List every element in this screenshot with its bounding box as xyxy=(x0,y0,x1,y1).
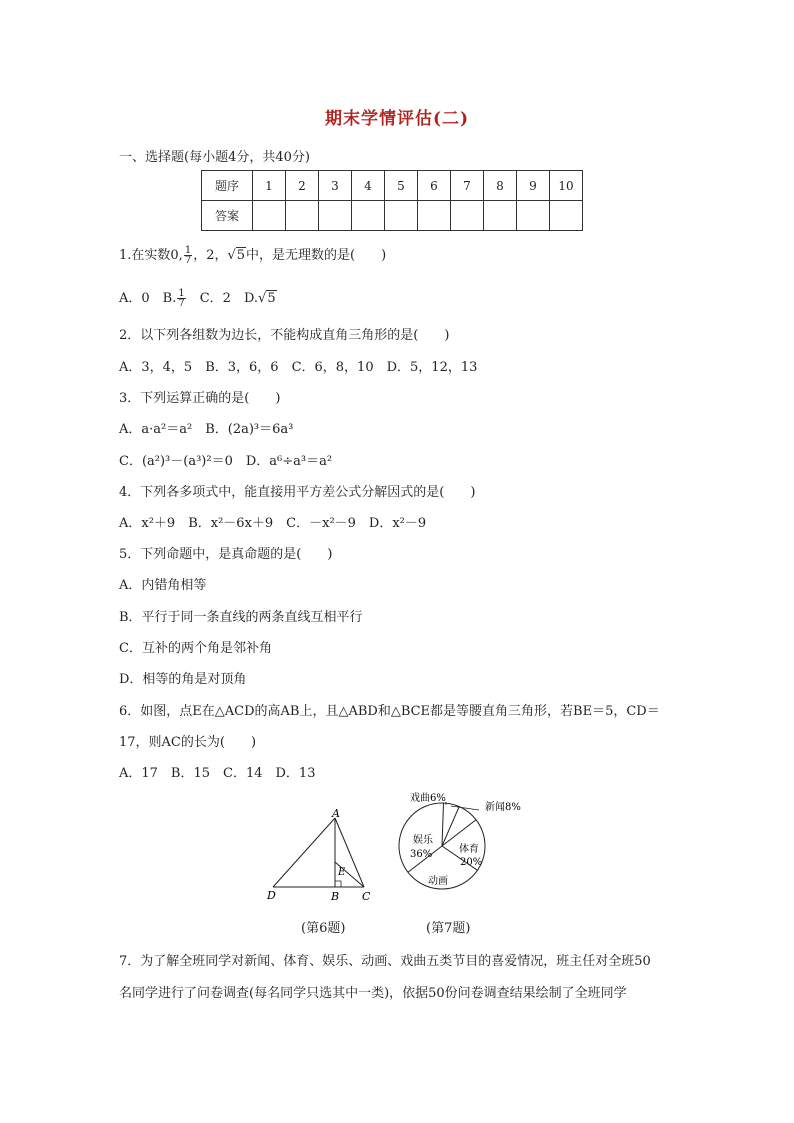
fraction-numerator: 1 xyxy=(184,245,192,256)
question-4-options: A．x²＋9 B．x²－6x＋9 C．－x²－9 D．x²－9 xyxy=(119,516,427,531)
label-c: C xyxy=(362,890,371,903)
table-cell: 1 xyxy=(253,171,286,201)
question-3-options-ab xyxy=(119,418,293,437)
q1-option-c: C．2 D. xyxy=(186,291,259,306)
question-7-line-1: 7．为了解全班同学对新闻、体育、娱乐、动画、戏曲五类节目的喜爱情况，班主任对全班50 xyxy=(119,954,651,969)
question-5-option-d: D．相等的角是对顶角 xyxy=(119,672,247,687)
answer-table-header-row xyxy=(202,171,583,201)
pie-slice-boundary-新闻 xyxy=(442,807,459,846)
right-angle-mark xyxy=(335,881,341,887)
question-1-stem xyxy=(119,244,386,265)
question-3-options-cd xyxy=(119,450,332,469)
answer-cell[interactable] xyxy=(319,201,352,231)
table-cell: 2 xyxy=(286,171,319,201)
answer-cell[interactable] xyxy=(253,201,286,231)
fraction: $\frac{1}{7}$ xyxy=(178,288,185,309)
label-e: E xyxy=(338,867,346,878)
question-5-option-b: B．平行于同一条直线的两条直线互相平行 xyxy=(119,610,363,625)
q3-option-b: B．(2a)³＝6a³ xyxy=(205,422,294,437)
label-a: A xyxy=(332,808,340,820)
table-cell: 7 xyxy=(451,171,484,201)
segment-da xyxy=(273,818,335,887)
label-d: D xyxy=(267,889,276,902)
table-cell: 5 xyxy=(385,171,418,201)
page-title: 期末学情评估(二) xyxy=(324,109,470,129)
slice-label-sports-name: 体育 xyxy=(459,844,479,855)
q3-option-c: C．(a²)³－(a³)²＝0 xyxy=(119,454,233,469)
figure-7-caption: (第7题) xyxy=(426,921,471,936)
q3-option-d: D．a⁶÷a³＝a² xyxy=(245,454,333,469)
pie-slice-boundary-戏曲 xyxy=(442,803,444,846)
answer-cell[interactable] xyxy=(385,201,418,231)
figure-6-caption: (第6题) xyxy=(301,921,346,936)
slice-label-opera: 戏曲6% xyxy=(410,793,446,804)
answer-cell[interactable] xyxy=(550,201,583,231)
slice-label-sports-pct: 20% xyxy=(460,857,483,868)
q1-suffix: 中，是无理数的是( ) xyxy=(246,248,387,263)
question-5-option-a: A．内错角相等 xyxy=(119,578,207,593)
table-header-label: 题序 xyxy=(202,171,253,201)
question-6-line-1: 6．如图，点E在△ACD的高AB上，且△ABD和△BCE都是等腰直角三角形，若BE＝5，CD＝ xyxy=(119,704,660,719)
table-cell: 8 xyxy=(484,171,517,201)
q1-prefix: 1.在实数0, xyxy=(119,248,183,263)
figure-6-diagram xyxy=(262,808,380,904)
label-b: B xyxy=(331,890,340,903)
slice-label-ent-pct: 36% xyxy=(410,849,433,860)
q1-mid: ，2， xyxy=(193,248,228,263)
slice-label-animation: 动画 xyxy=(428,876,448,887)
section-heading: 一、选择题(每小题4分，共40分) xyxy=(119,150,310,165)
question-5-option-c: C．互补的两个角是邻补角 xyxy=(119,641,272,656)
question-2-options: A．3，4，5 B．3，6，6 C．6，8，10 D．5，12，13 xyxy=(119,360,478,375)
sqrt-expression: √5 xyxy=(258,291,276,306)
answer-cell[interactable] xyxy=(484,201,517,231)
question-3-stem: 3．下列运算正确的是( ) xyxy=(119,391,281,406)
table-cell: 6 xyxy=(418,171,451,201)
slice-label-news: 新闻8% xyxy=(485,802,521,813)
table-row-label: 答案 xyxy=(202,201,253,231)
answer-cell[interactable] xyxy=(451,201,484,231)
fraction-denominator: 7 xyxy=(184,255,192,266)
table-cell: 4 xyxy=(352,171,385,201)
question-7-line-2: 名同学进行了问卷调查(每名同学只选其中一类)，依据50份问卷调查结果绘制了全班同学 xyxy=(119,986,627,1001)
figure-7-pie-chart xyxy=(395,788,530,906)
pie-slice-boundary-体育 xyxy=(442,820,476,846)
answer-cell[interactable] xyxy=(418,201,451,231)
table-cell: 9 xyxy=(517,171,550,201)
answer-table-answer-row xyxy=(202,201,583,231)
answer-cell[interactable] xyxy=(352,201,385,231)
answer-cell[interactable] xyxy=(286,201,319,231)
q1-option-a: A．0 B. xyxy=(119,291,177,306)
question-4-stem: 4．下列各多项式中，能直接用平方差公式分解因式的是( ) xyxy=(119,485,476,500)
question-5-stem: 5．下列命题中，是真命题的是( ) xyxy=(119,547,333,562)
answer-cell[interactable] xyxy=(517,201,550,231)
slice-label-ent-name: 娱乐 xyxy=(413,835,433,846)
question-6-line-2: 17，则AC的长为( ) xyxy=(119,735,257,750)
question-2-stem: 2．以下列各组数为边长，不能构成直角三角形的是( ) xyxy=(119,328,450,343)
fraction xyxy=(184,246,192,265)
table-cell: 3 xyxy=(319,171,352,201)
table-cell: 10 xyxy=(550,171,583,201)
answer-table xyxy=(201,170,583,231)
question-1-options xyxy=(119,287,277,308)
sqrt-expression: √5 xyxy=(227,248,246,263)
question-6-options: A．17 B．15 C．14 D．13 xyxy=(119,766,316,781)
q3-option-a: A．a·a²＝a² xyxy=(119,422,193,437)
